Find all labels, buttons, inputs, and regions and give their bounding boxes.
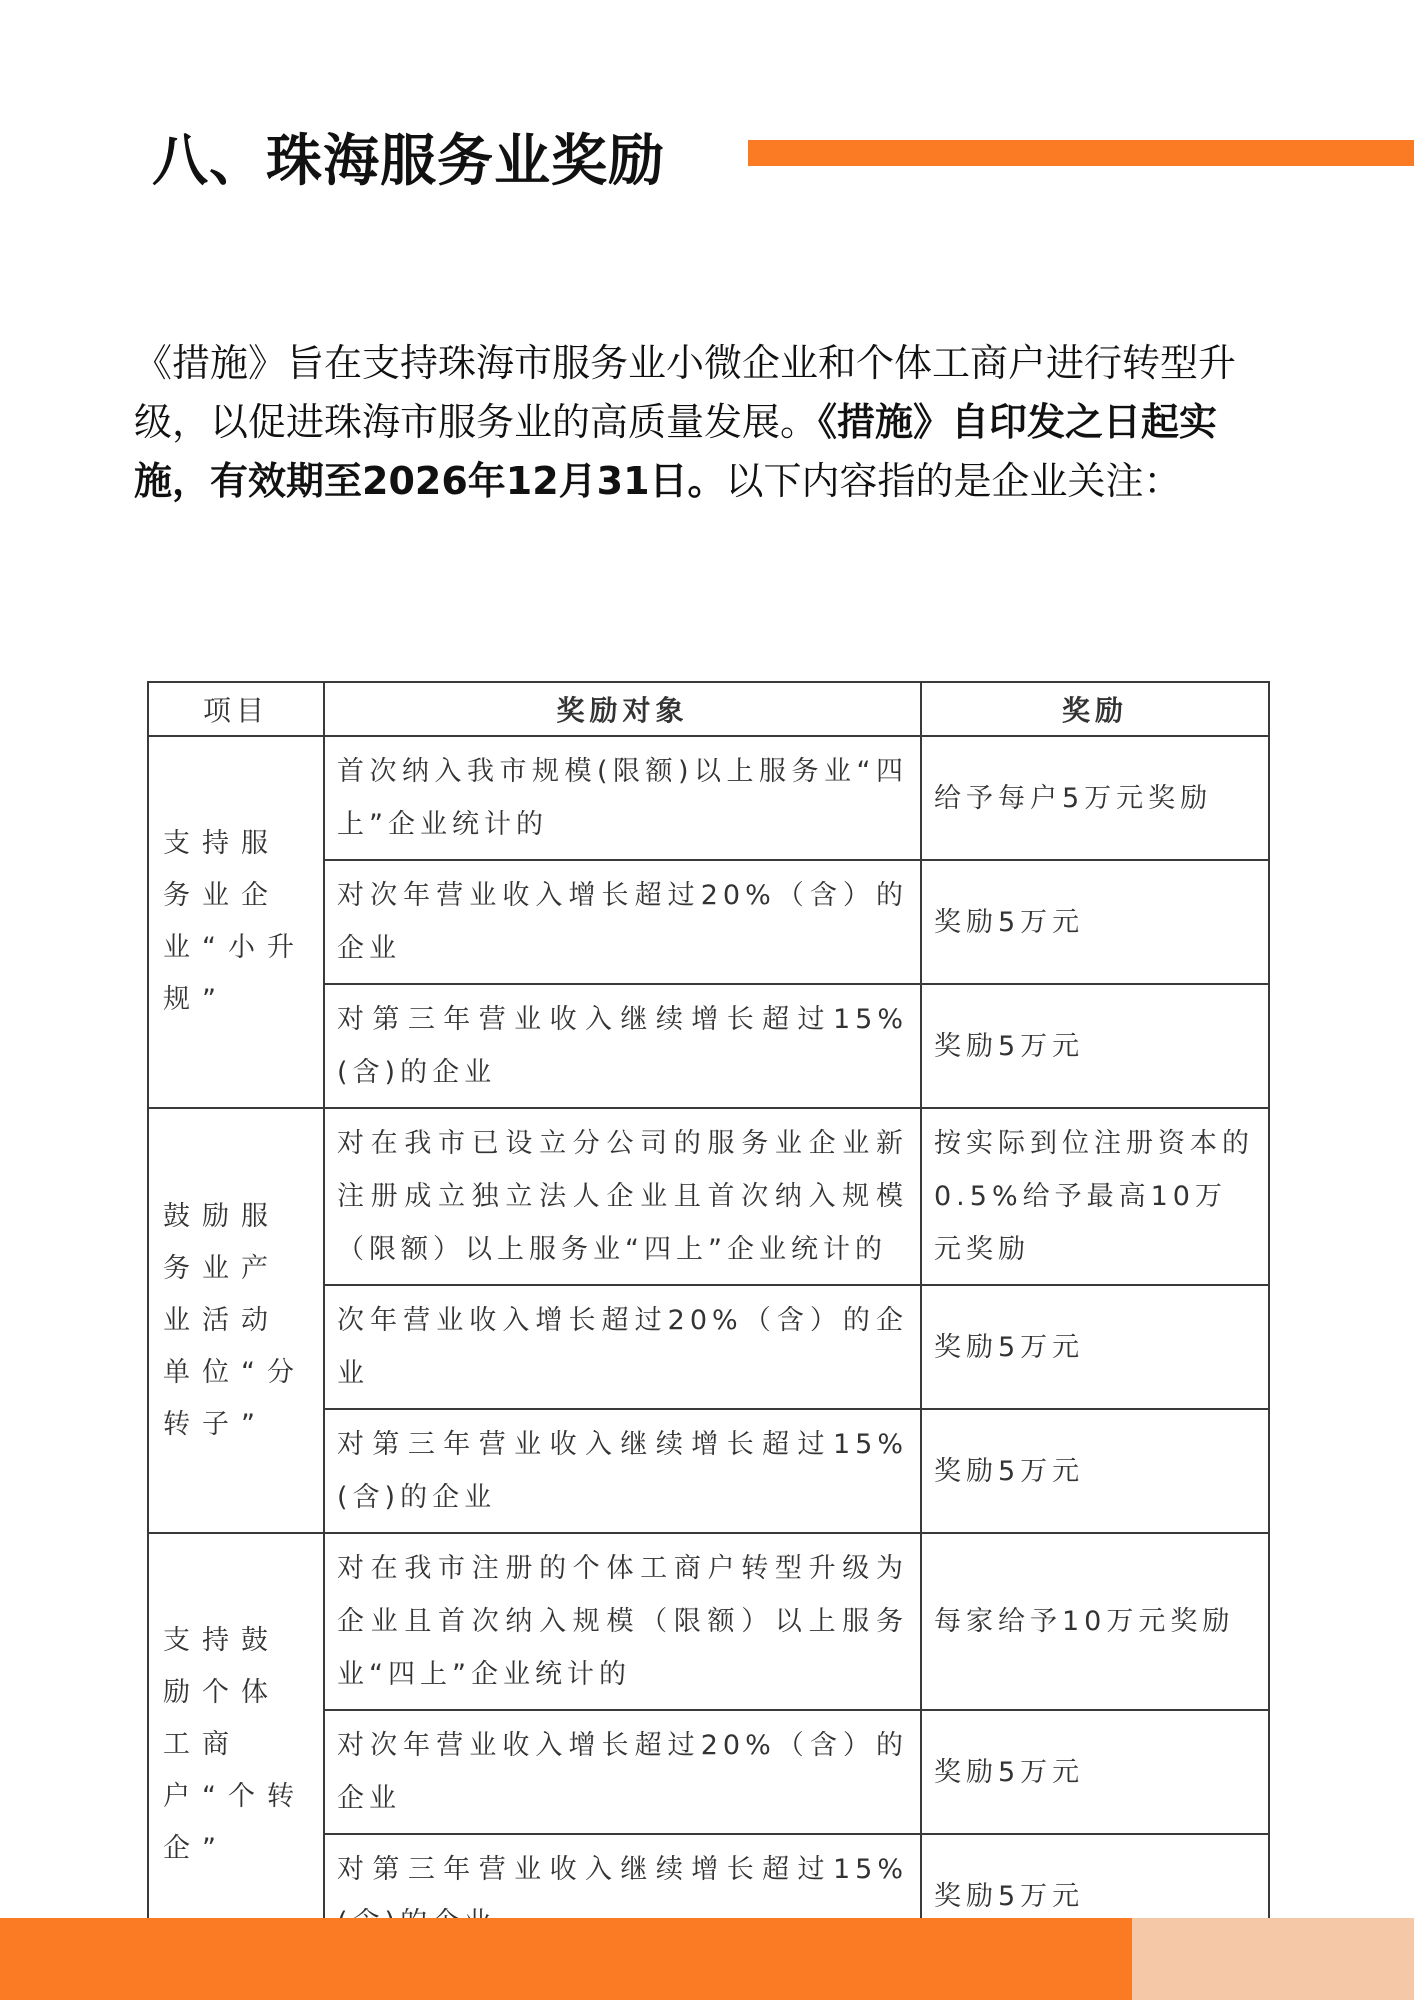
reward-cell: 按实际到位注册资本的0.5%给予最高10万元奖励 [921,1108,1269,1285]
target-cell: 对在我市已设立分公司的服务业企业新注册成立独立法人企业且首次纳入规模（限额）以上服务业“四上”企业统计的 [324,1108,921,1285]
intro-text: 《措施》旨在支持珠海市服务业小微企业和个体工商户进行转型升级，以促进珠海市服务业的高质量发展。 [134,341,1237,444]
project-cell: 鼓励服务业产业活动单位“分转子” [148,1108,324,1533]
target-cell: 对次年营业收入增长超过20%（含）的企业 [324,1710,921,1834]
table-row [148,736,1269,860]
reward-cell: 给予每户5万元奖励 [921,736,1269,860]
project-cell: 支持鼓励个体工商户“个转企” [148,1533,324,1957]
header-project: 项目 [148,682,324,736]
header-target: 奖励对象 [324,682,921,736]
page-title: 八、珠海服务业奖励 [152,129,665,194]
table-header-row [148,682,1269,736]
table-row [148,1533,1269,1710]
reward-cell: 奖励5万元 [921,984,1269,1108]
footer-accent-bar [0,1918,1132,2000]
reward-cell: 奖励5万元 [921,1409,1269,1533]
reward-cell: 奖励5万元 [921,1834,1269,1957]
table-row [148,1108,1269,1285]
target-cell: 对第三年营业收入继续增长超过15% [324,1834,921,1957]
reward-cell: 奖励5万元 [921,1710,1269,1834]
target-cell: 对在我市注册的个体工商户转型升级为企业且首次纳入规模（限额）以上服务业“四上”企业统计的 [324,1533,921,1710]
target-cell: 对第三年营业收入继续增长超过15%(含)的企业 [324,1409,921,1533]
intro-text-end: 以下内容指的是企业关注： [725,459,1182,503]
target-cell: 首次纳入我市规模(限额)以上服务业“四上”企业统计的 [324,736,921,860]
reward-table [147,681,1270,1958]
intro-validity-bold: 《措施》自印发之日起实施，有效期至2026年12月31日。 [134,400,1218,503]
project-cell: 支持服务业企业“小升规” [148,736,324,1108]
target-cell: 对第三年营业收入继续增长超过15%(含)的企业 [324,984,921,1108]
reward-cell: 奖励5万元 [921,860,1269,984]
footer-tail-block [1132,1918,1414,2000]
intro-paragraph [134,334,1284,511]
target-cell: 对次年营业收入增长超过20%（含）的企业 [324,860,921,984]
title-accent-bar [748,140,1414,166]
target-cell: 次年营业收入增长超过20%（含）的企业 [324,1285,921,1409]
reward-cell: 奖励5万元 [921,1285,1269,1409]
reward-cell: 每家给予10万元奖励 [921,1533,1269,1710]
header-reward: 奖励 [921,682,1269,736]
